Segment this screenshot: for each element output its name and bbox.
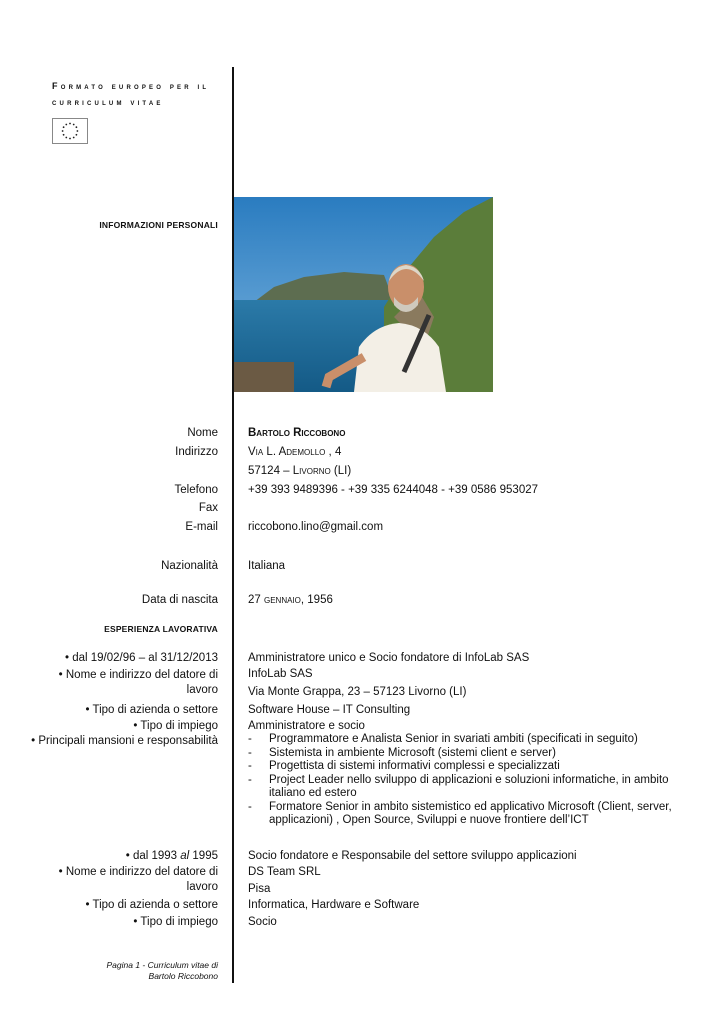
document-title bbox=[52, 78, 209, 110]
job1-employer-label-line2: lavoro bbox=[186, 684, 218, 696]
label-birthdate: Data di nascita bbox=[141, 594, 218, 606]
list-item: - Programmatore e Analista Senior in svariati ambiti (specificati in seguito) bbox=[248, 733, 688, 747]
job2-date-label bbox=[126, 849, 218, 864]
job2-date-value: Socio fondatore e Responsabile del settore sviluppo applicazioni bbox=[248, 850, 577, 862]
list-item: - Sistemista in ambiente Microsoft (sistemi client e server) bbox=[248, 747, 688, 761]
job2-employer-label-line2: lavoro bbox=[186, 881, 218, 893]
list-item: - Formatore Senior in ambito sistemistico ed applicativo Microsoft (Client, server, applicazioni) , Open Source, Sviluppi e nuove frontiere dell’ICT bbox=[248, 801, 688, 828]
job2-sector-value: Informatica, Hardware e Software bbox=[248, 899, 420, 911]
job1-employer-name: InfoLab SAS bbox=[248, 668, 313, 680]
title-line-1: Formato europeo per il bbox=[52, 81, 210, 91]
job1-role-value: Amministratore e socio bbox=[248, 720, 365, 732]
page-footer bbox=[107, 960, 219, 982]
value-name: Bartolo Riccobono bbox=[248, 427, 346, 439]
section-personal-info: INFORMAZIONI PERSONALI bbox=[99, 220, 218, 230]
job1-date-label: • dal 19/02/96 – al 31/12/2013 bbox=[64, 652, 218, 664]
job2-date-prefix: • dal 1993 bbox=[125, 850, 181, 862]
job2-date-al: al bbox=[180, 850, 190, 862]
job1-role-label: • Tipo di impiego bbox=[133, 720, 218, 732]
list-item: - Progettista di sistemi informativi complessi e specializzati bbox=[248, 760, 688, 774]
value-address-line2: 57124 – Livorno (LI) bbox=[248, 465, 352, 477]
label-name: Nome bbox=[187, 427, 218, 439]
value-address-line1: Via L. Ademollo , 4 bbox=[248, 446, 342, 458]
job1-sector-value: Software House – IT Consulting bbox=[248, 704, 411, 716]
job1-duties-list bbox=[248, 733, 688, 828]
job2-employer-label-line1: • Nome e indirizzo del datore di bbox=[58, 866, 218, 878]
job1-employer-address: Via Monte Grappa, 23 – 57123 Livorno (LI) bbox=[248, 686, 467, 698]
job1-sector-label: • Tipo di azienda o settore bbox=[85, 704, 218, 716]
value-email[interactable]: riccobono.lino@gmail.com bbox=[248, 521, 384, 533]
job2-role-value: Socio bbox=[248, 916, 277, 928]
job1-date-value: Amministratore unico e Socio fondatore di InfoLab SAS bbox=[248, 652, 530, 664]
profile-photo bbox=[234, 197, 493, 392]
title-line-2: curriculum vitae bbox=[52, 97, 164, 107]
eu-flag-icon bbox=[52, 118, 88, 144]
value-phone: +39 393 9489396 - +39 335 6244048 - +39 0586 953027 bbox=[248, 484, 539, 496]
value-birthdate: 27 gennaio, 1956 bbox=[248, 594, 333, 606]
job2-date-suffix: 1995 bbox=[189, 850, 218, 862]
job1-duties-label: • Principali mansioni e responsabilità bbox=[31, 735, 218, 747]
job2-role-label: • Tipo di impiego bbox=[133, 916, 218, 928]
label-nationality: Nazionalità bbox=[161, 560, 218, 572]
value-nationality: Italiana bbox=[248, 560, 286, 572]
footer-line-2: Bartolo Riccobono bbox=[148, 971, 218, 981]
job1-employer-label-line1: • Nome e indirizzo del datore di bbox=[58, 669, 218, 681]
job2-employer-name: DS Team SRL bbox=[248, 866, 321, 878]
job2-sector-label: • Tipo di azienda o settore bbox=[85, 899, 218, 911]
label-phone: Telefono bbox=[174, 484, 218, 496]
section-work-experience: ESPERIENZA LAVORATIVA bbox=[104, 624, 218, 634]
label-address: Indirizzo bbox=[175, 446, 218, 458]
job2-employer-label bbox=[59, 865, 218, 895]
label-fax: Fax bbox=[198, 502, 218, 514]
footer-line-1: Pagina 1 - Curriculum vitae di bbox=[106, 960, 218, 970]
list-item: - Project Leader nello sviluppo di applicazioni e soluzioni informatiche, in ambito italiano ed estero bbox=[248, 774, 688, 801]
job2-employer-address: Pisa bbox=[248, 883, 271, 895]
label-email: E-mail bbox=[185, 521, 218, 533]
job1-employer-label bbox=[59, 668, 218, 698]
